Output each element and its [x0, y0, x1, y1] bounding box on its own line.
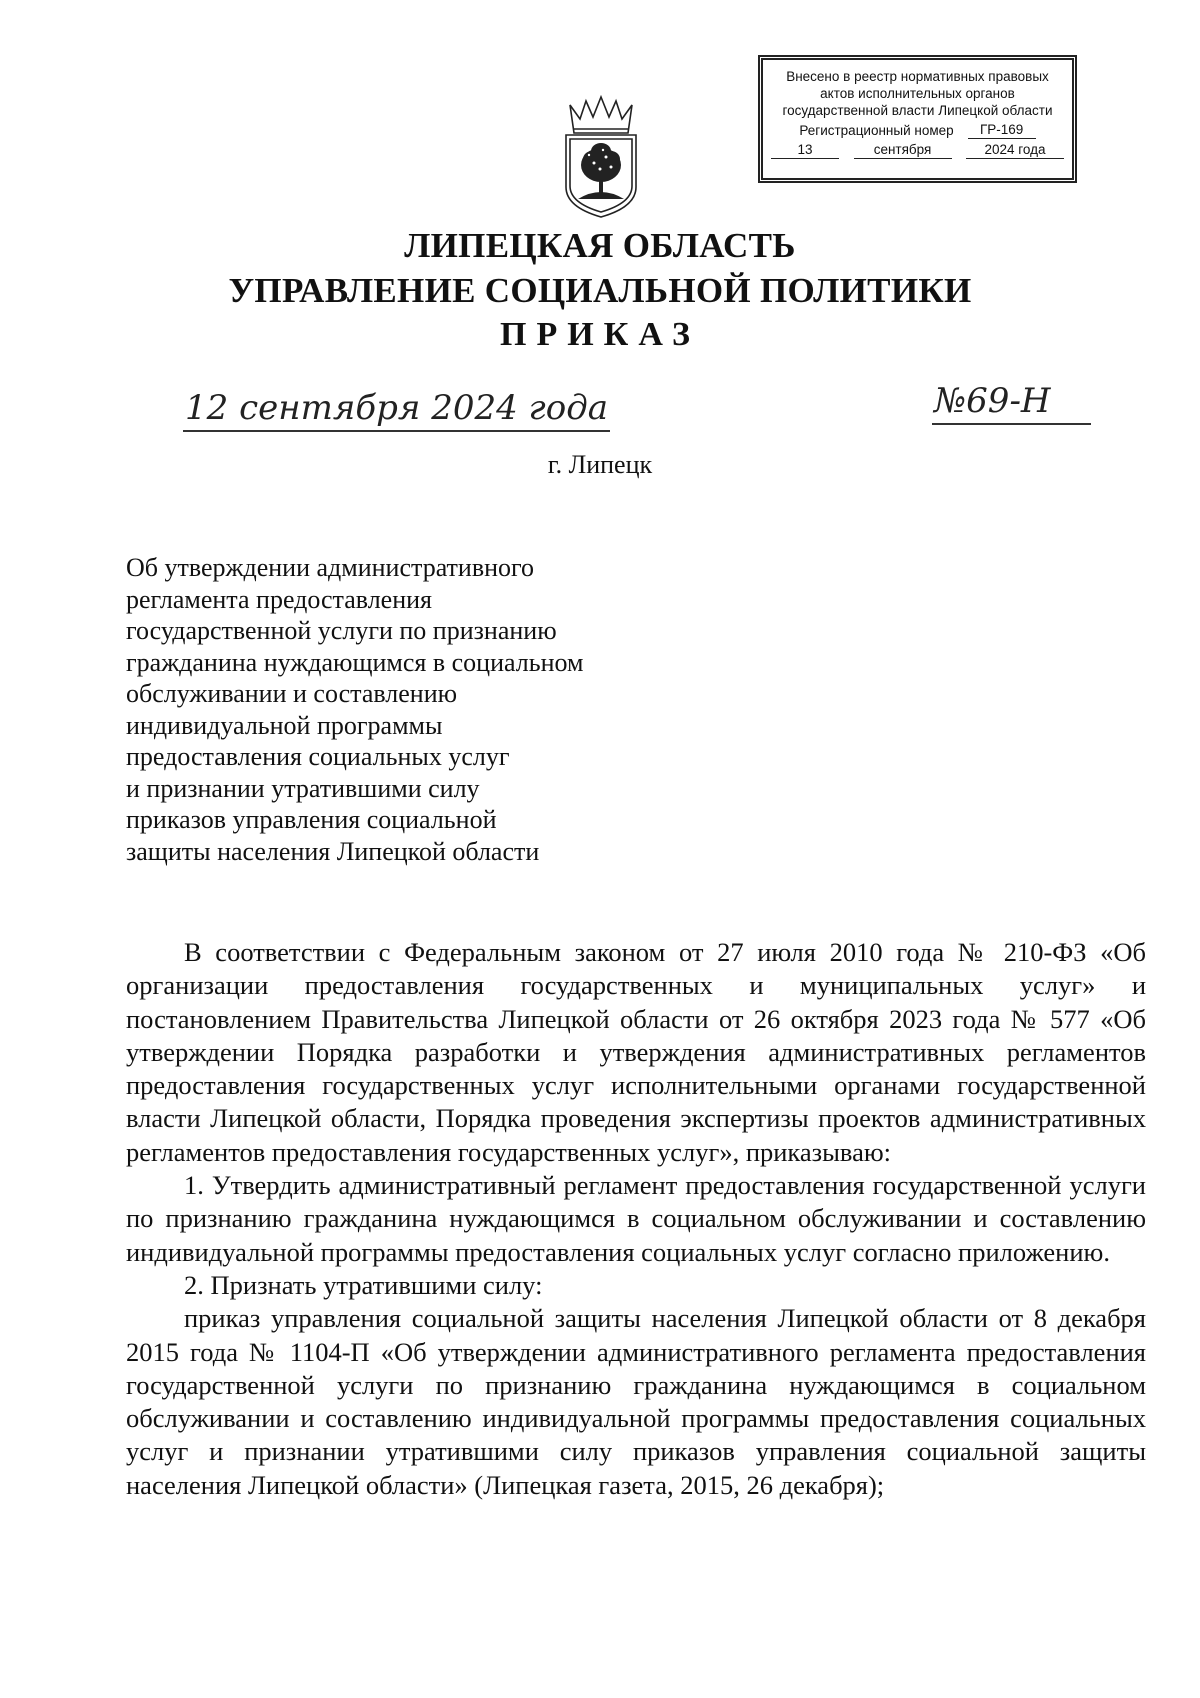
region-title: ЛИПЕЦКАЯ ОБЛАСТЬ: [404, 226, 796, 265]
body-paragraph-preamble: В соответствии с Федеральным законом от 27 июля 2010 года № 210-ФЗ «Об организации предоставления государственных и муниципальных услуг» и постановлением Правительства Липецкой области от 26 октября 2023 года № 577 «Об утверждении Порядка разработки и утверждения административных регламентов предоставления государственных услуг исполнительными органами государственной власти Липецкой области, Порядка проведения экспертизы проектов административных регламентов предоставления государственных услуг», приказываю:: [126, 937, 1146, 1167]
subject-line: защиты населения Липецкой области: [126, 836, 540, 866]
handwritten-number: №69-Н: [932, 381, 1091, 425]
handwritten-date: 12 сентября 2024 года: [183, 388, 610, 432]
order-subject: [126, 552, 646, 867]
subject-line: регламента предоставления: [126, 584, 433, 614]
body-paragraph-item-1: 1. Утвердить административный регламент предоставления государственной услуги по признанию гражданина нуждающимся в социальном обслуживании и составлению индивидуальной программы предоставления социальных услуг согласно приложению.: [126, 1170, 1146, 1267]
stamp-reg-label: Регистрационный номер: [799, 123, 954, 138]
registry-stamp: [761, 58, 1074, 180]
subject-line: приказов управления социальной: [126, 805, 497, 834]
subject-line: индивидуальной программы: [126, 710, 443, 740]
stamp-line-3: государственной власти Липецкой области: [782, 103, 1053, 118]
subject-line: государственной услуги по признанию: [126, 616, 557, 645]
stamp-month: сентября: [854, 141, 952, 159]
stamp-line-1: Внесено в реестр нормативных правовых: [786, 69, 1049, 84]
stamp-day: 13: [771, 141, 839, 159]
subject-line: и признании утратившими силу: [126, 773, 480, 803]
subject-line: предоставления социальных услуг: [126, 742, 510, 771]
coat-of-arms-icon: [556, 95, 646, 220]
department-title: УПРАВЛЕНИЕ СОЦИАЛЬНОЙ ПОЛИТИКИ: [228, 271, 972, 310]
subject-line: Об утверждении административного: [126, 553, 535, 582]
stamp-year: 2024 года: [966, 141, 1064, 159]
city: г. Липецк: [547, 450, 653, 479]
stamp-reg-number: ГР-169: [968, 121, 1036, 139]
subject-line: гражданина нуждающимся в социальном: [126, 647, 584, 677]
order-body: [126, 936, 1146, 1502]
body-paragraph-item-2: 2. Признать утратившими силу:: [184, 1269, 543, 1300]
stamp-line-2: актов исполнительных органов: [820, 86, 1015, 101]
document-type-title: ПРИКАЗ: [500, 316, 700, 353]
body-paragraph-repealed-order: приказ управления социальной защиты населения Липецкой области от 8 декабря 2015 года № 1104-П «Об утверждении административного регламента предоставления государственной услуги по признанию гражданина нуждающимся в социальном обслуживании и составлению индивидуальной программы предоставления социальных услуг и признании утратившими силу приказов управления социальной защиты населения Липецкой области» (Липецкая газета, 2015, 26 декабря);: [126, 1303, 1146, 1500]
subject-line: обслуживании и составлению: [126, 679, 458, 708]
